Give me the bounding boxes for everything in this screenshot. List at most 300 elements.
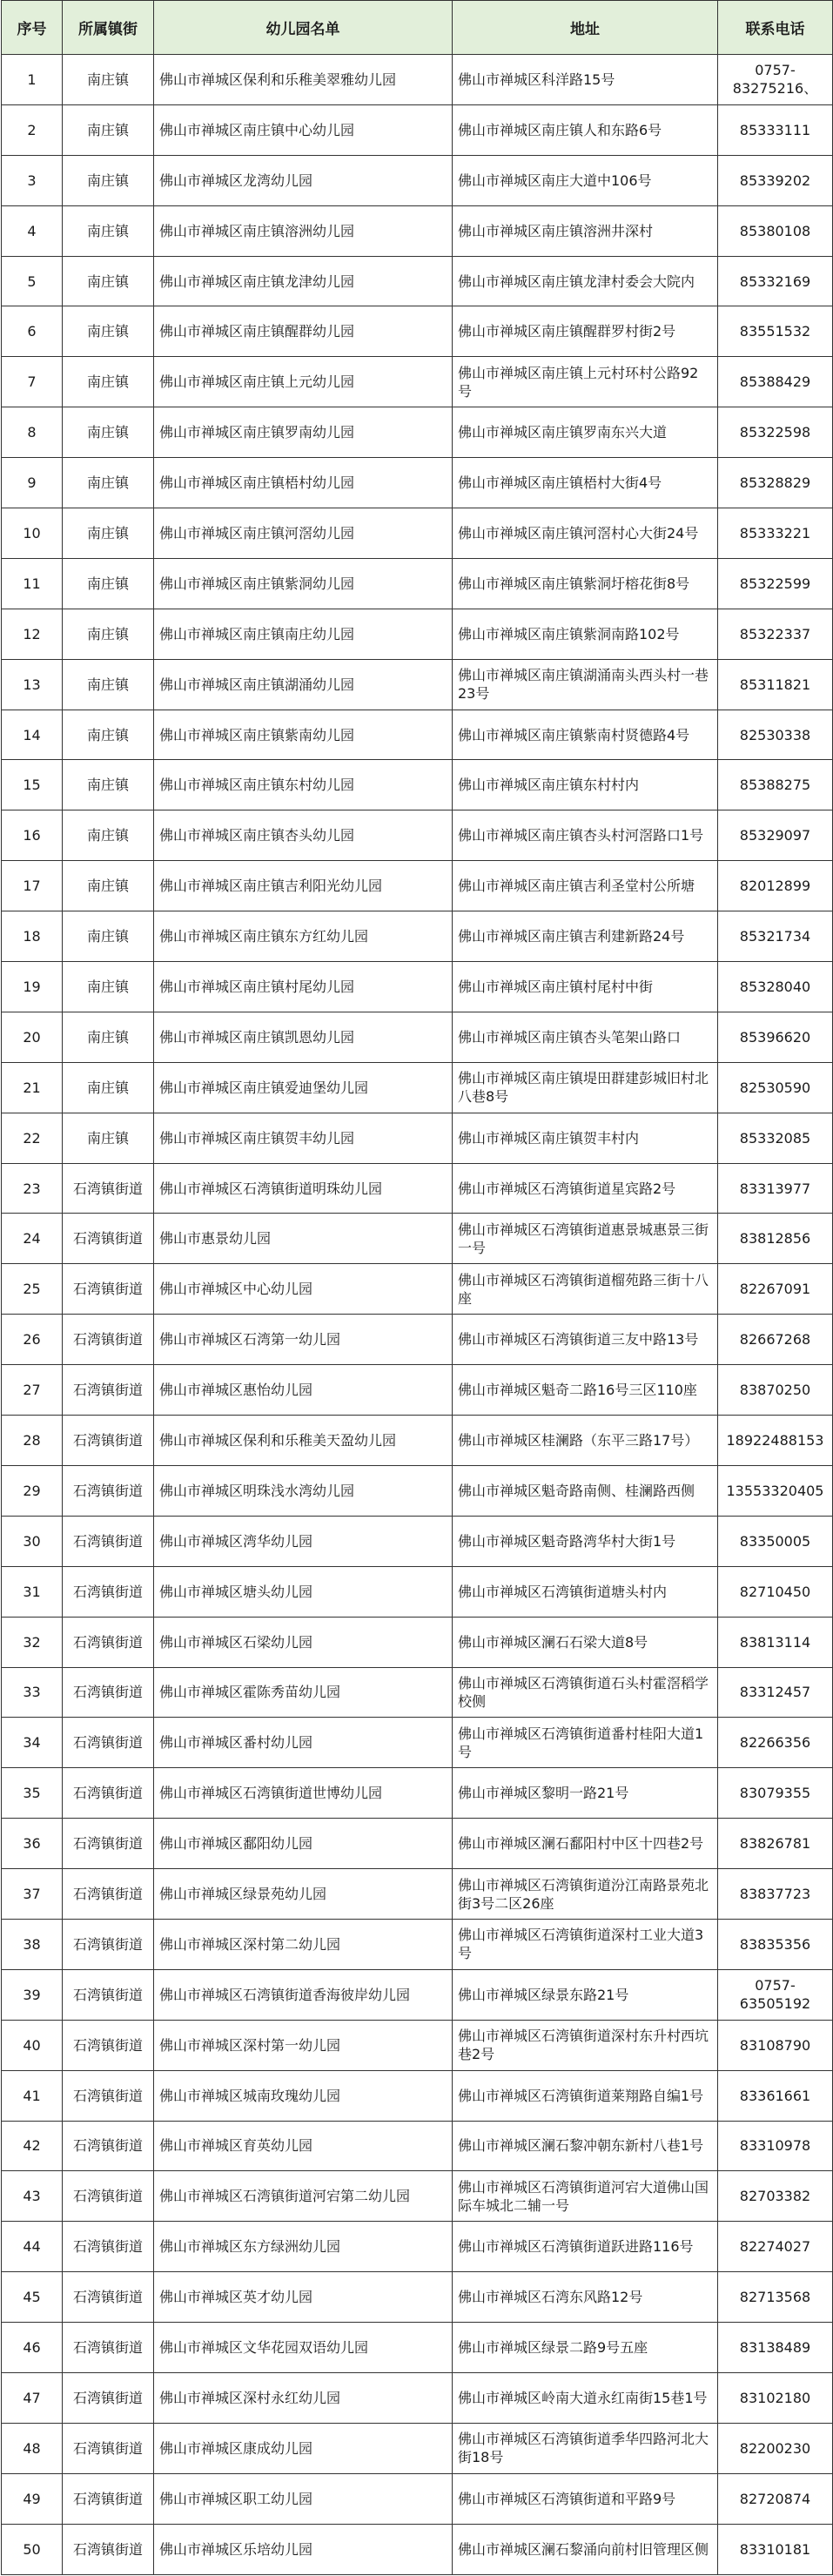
row-address: 佛山市禅城区南庄镇紫南村贤德路4号	[453, 710, 718, 760]
row-phone: 85311821	[718, 659, 833, 710]
row-address: 佛山市禅城区石湾镇街道三友中路13号	[453, 1315, 718, 1365]
table-row	[2, 962, 833, 1012]
table-row	[2, 1163, 833, 1214]
table-row	[2, 205, 833, 256]
row-kindergarten-name: 佛山市禅城区中心幼儿园	[154, 1264, 453, 1315]
row-phone: 85322599	[718, 558, 833, 609]
row-kindergarten-name: 佛山市禅城区英才幼儿园	[154, 2272, 453, 2323]
row-kindergarten-name: 佛山市禅城区南庄镇吉利阳光幼儿园	[154, 861, 453, 911]
row-address: 佛山市禅城区南庄镇梧村大街4号	[453, 458, 718, 508]
table-row	[2, 2272, 833, 2323]
row-phone: 82703382	[718, 2171, 833, 2222]
row-phone: 83313977	[718, 1163, 833, 1214]
row-kindergarten-name: 佛山市禅城区南庄镇梧村幼儿园	[154, 458, 453, 508]
row-number: 16	[2, 810, 63, 861]
row-kindergarten-name: 佛山市禅城区石梁幼儿园	[154, 1617, 453, 1667]
row-phone: 85332085	[718, 1113, 833, 1163]
row-phone: 85388429	[718, 357, 833, 407]
table-row	[2, 2222, 833, 2272]
table-row	[2, 508, 833, 559]
row-number: 3	[2, 155, 63, 205]
row-phone: 85328829	[718, 458, 833, 508]
row-town: 石湾镇街道	[63, 1919, 154, 1969]
row-phone: 82710450	[718, 1566, 833, 1617]
row-kindergarten-name: 佛山市禅城区文华花园双语幼儿园	[154, 2323, 453, 2373]
row-kindergarten-name: 佛山市禅城区南庄镇东方红幼儿园	[154, 911, 453, 962]
row-phone: 83835356	[718, 1919, 833, 1969]
row-kindergarten-name: 佛山市禅城区塘头幼儿园	[154, 1566, 453, 1617]
row-town: 石湾镇街道	[63, 1365, 154, 1416]
row-number: 2	[2, 104, 63, 155]
table-row	[2, 1113, 833, 1163]
row-address: 佛山市禅城区绿景东路21号	[453, 1969, 718, 2020]
row-address: 佛山市禅城区石湾镇街道深村工业大道3号	[453, 1919, 718, 1969]
row-town: 南庄镇	[63, 55, 154, 105]
row-address: 佛山市禅城区南庄镇罗南东兴大道	[453, 407, 718, 458]
row-phone: 85333111	[718, 104, 833, 155]
row-address: 佛山市禅城区魁奇路湾华村大街1号	[453, 1516, 718, 1566]
row-kindergarten-name: 佛山市禅城区石湾镇街道香海彼岸幼儿园	[154, 1969, 453, 2020]
row-town: 南庄镇	[63, 1113, 154, 1163]
row-number: 1	[2, 55, 63, 105]
row-town: 南庄镇	[63, 1012, 154, 1062]
row-number: 30	[2, 1516, 63, 1566]
table-row	[2, 55, 833, 105]
table-row	[2, 1315, 833, 1365]
row-town: 南庄镇	[63, 256, 154, 306]
row-address: 佛山市禅城区南庄镇人和东路6号	[453, 104, 718, 155]
row-kindergarten-name: 佛山市禅城区石湾镇街道河宕第二幼儿园	[154, 2171, 453, 2222]
header-name: 幼儿园名单	[154, 1, 453, 55]
row-address: 佛山市禅城区科洋路15号	[453, 55, 718, 105]
row-number: 36	[2, 1819, 63, 1869]
row-address: 佛山市禅城区石湾镇街道星宾路2号	[453, 1163, 718, 1214]
row-number: 46	[2, 2323, 63, 2373]
row-town: 石湾镇街道	[63, 1969, 154, 2020]
row-phone: 18922488153	[718, 1416, 833, 1466]
row-number: 7	[2, 357, 63, 407]
row-number: 27	[2, 1365, 63, 1416]
table-row	[2, 1062, 833, 1113]
row-kindergarten-name: 佛山市禅城区霍陈秀苗幼儿园	[154, 1667, 453, 1718]
row-address: 佛山市禅城区魁奇二路16号三区110座	[453, 1365, 718, 1416]
row-phone: 83551532	[718, 306, 833, 357]
row-town: 南庄镇	[63, 357, 154, 407]
row-address: 佛山市禅城区石湾镇街道和平路9号	[453, 2473, 718, 2524]
row-town: 石湾镇街道	[63, 2121, 154, 2171]
row-town: 石湾镇街道	[63, 1163, 154, 1214]
table-row	[2, 1718, 833, 1768]
row-phone: 83870250	[718, 1365, 833, 1416]
table-row	[2, 155, 833, 205]
table-row	[2, 2524, 833, 2574]
row-address: 佛山市禅城区南庄镇杏头笔架山路口	[453, 1012, 718, 1062]
row-town: 石湾镇街道	[63, 1617, 154, 1667]
header-town: 所属镇街	[63, 1, 154, 55]
table-row	[2, 1969, 833, 2020]
row-kindergarten-name: 佛山市禅城区保利和乐稚美天盈幼儿园	[154, 1416, 453, 1466]
row-address: 佛山市禅城区南庄镇东村村内	[453, 760, 718, 810]
row-number: 47	[2, 2372, 63, 2423]
row-kindergarten-name: 佛山市禅城区南庄镇村尾幼儿园	[154, 962, 453, 1012]
table-row	[2, 1416, 833, 1466]
row-address: 佛山市禅城区南庄镇杏头村河滘路口1号	[453, 810, 718, 861]
row-kindergarten-name: 佛山市禅城区南庄镇东村幼儿园	[154, 760, 453, 810]
row-kindergarten-name: 佛山市禅城区绿景苑幼儿园	[154, 1869, 453, 1920]
row-address: 佛山市禅城区南庄镇溶洲井深村	[453, 205, 718, 256]
row-town: 石湾镇街道	[63, 1516, 154, 1566]
row-phone: 85396620	[718, 1012, 833, 1062]
row-number: 34	[2, 1718, 63, 1768]
header-row	[2, 1, 833, 55]
row-town: 南庄镇	[63, 911, 154, 962]
table-row	[2, 1819, 833, 1869]
row-number: 33	[2, 1667, 63, 1718]
row-phone: 85322598	[718, 407, 833, 458]
row-kindergarten-name: 佛山市禅城区南庄镇龙津幼儿园	[154, 256, 453, 306]
row-phone: 85333221	[718, 508, 833, 559]
row-town: 石湾镇街道	[63, 1819, 154, 1869]
row-town: 南庄镇	[63, 306, 154, 357]
row-number: 39	[2, 1969, 63, 2020]
row-address: 佛山市禅城区南庄镇上元村环村公路92号	[453, 357, 718, 407]
row-phone: 82720874	[718, 2473, 833, 2524]
row-kindergarten-name: 佛山市禅城区明珠浅水湾幼儿园	[154, 1465, 453, 1516]
row-phone: 83837723	[718, 1869, 833, 1920]
row-address: 佛山市禅城区南庄镇贺丰村内	[453, 1113, 718, 1163]
row-town: 石湾镇街道	[63, 1566, 154, 1617]
header-address: 地址	[453, 1, 718, 55]
row-town: 石湾镇街道	[63, 1214, 154, 1264]
row-phone: 85328040	[718, 962, 833, 1012]
row-address: 佛山市禅城区南庄镇吉利圣堂村公所塘	[453, 861, 718, 911]
row-phone: 83310181	[718, 2524, 833, 2574]
row-number: 29	[2, 1465, 63, 1516]
table-row	[2, 2372, 833, 2423]
row-town: 南庄镇	[63, 407, 154, 458]
row-kindergarten-name: 佛山市禅城区深村永红幼儿园	[154, 2372, 453, 2423]
row-number: 40	[2, 2020, 63, 2070]
row-address: 佛山市禅城区石湾镇街道深村东升村西坑巷2号	[453, 2020, 718, 2070]
row-address: 佛山市禅城区南庄镇龙津村委会大院内	[453, 256, 718, 306]
table-row	[2, 1365, 833, 1416]
table-row	[2, 2323, 833, 2373]
row-phone: 85339202	[718, 155, 833, 205]
table-row	[2, 1516, 833, 1566]
row-address: 佛山市禅城区石湾镇街道季华四路河北大街18号	[453, 2423, 718, 2473]
table-row	[2, 810, 833, 861]
row-number: 4	[2, 205, 63, 256]
row-phone: 83813114	[718, 1617, 833, 1667]
row-phone: 82012899	[718, 861, 833, 911]
row-town: 石湾镇街道	[63, 2524, 154, 2574]
row-kindergarten-name: 佛山市禅城区南庄镇中心幼儿园	[154, 104, 453, 155]
row-kindergarten-name: 佛山市禅城区南庄镇罗南幼儿园	[154, 407, 453, 458]
row-phone: 83361661	[718, 2070, 833, 2121]
table-row	[2, 306, 833, 357]
row-number: 25	[2, 1264, 63, 1315]
row-number: 10	[2, 508, 63, 559]
row-kindergarten-name: 佛山市禅城区番村幼儿园	[154, 1718, 453, 1768]
table-row	[2, 1566, 833, 1617]
row-address: 佛山市禅城区石湾镇街道石头村霍滘稻学校侧	[453, 1667, 718, 1718]
row-phone: 82530590	[718, 1062, 833, 1113]
row-number: 21	[2, 1062, 63, 1113]
header-phone: 联系电话	[718, 1, 833, 55]
row-number: 32	[2, 1617, 63, 1667]
row-number: 43	[2, 2171, 63, 2222]
row-town: 石湾镇街道	[63, 2423, 154, 2473]
row-address: 佛山市禅城区石湾镇街道汾江南路景苑北街3号二区26座	[453, 1869, 718, 1920]
row-phone: 83310978	[718, 2121, 833, 2171]
row-address: 佛山市禅城区石湾镇街道跃进路116号	[453, 2222, 718, 2272]
row-address: 佛山市禅城区南庄镇吉利建新路24号	[453, 911, 718, 962]
table-row	[2, 1667, 833, 1718]
row-phone: 82667268	[718, 1315, 833, 1365]
table-row	[2, 659, 833, 710]
row-address: 佛山市禅城区石湾镇街道河宕大道佛山国际车城北二辅一号	[453, 2171, 718, 2222]
row-number: 19	[2, 962, 63, 1012]
row-number: 42	[2, 2121, 63, 2171]
row-phone: 85380108	[718, 205, 833, 256]
row-town: 南庄镇	[63, 155, 154, 205]
row-kindergarten-name: 佛山市禅城区南庄镇南庄幼儿园	[154, 609, 453, 659]
row-number: 17	[2, 861, 63, 911]
row-phone: 83350005	[718, 1516, 833, 1566]
row-phone: 82713568	[718, 2272, 833, 2323]
table-row	[2, 256, 833, 306]
row-town: 南庄镇	[63, 609, 154, 659]
row-kindergarten-name: 佛山市禅城区东方绿洲幼儿园	[154, 2222, 453, 2272]
table-row	[2, 2171, 833, 2222]
row-kindergarten-name: 佛山市禅城区鄱阳幼儿园	[154, 1819, 453, 1869]
row-town: 石湾镇街道	[63, 1465, 154, 1516]
row-town: 石湾镇街道	[63, 1768, 154, 1819]
row-address: 佛山市禅城区石湾镇街道莱翔路自编1号	[453, 2070, 718, 2121]
row-phone: 85329097	[718, 810, 833, 861]
row-kindergarten-name: 佛山市禅城区南庄镇湖涌幼儿园	[154, 659, 453, 710]
row-town: 石湾镇街道	[63, 1718, 154, 1768]
row-kindergarten-name: 佛山市禅城区乐培幼儿园	[154, 2524, 453, 2574]
table-row	[2, 760, 833, 810]
row-number: 35	[2, 1768, 63, 1819]
table-row	[2, 1264, 833, 1315]
row-address: 佛山市禅城区岭南大道永红南街15巷1号	[453, 2372, 718, 2423]
row-kindergarten-name: 佛山市禅城区南庄镇河滘幼儿园	[154, 508, 453, 559]
row-kindergarten-name: 佛山市禅城区城南玫瑰幼儿园	[154, 2070, 453, 2121]
row-phone: 83812856	[718, 1214, 833, 1264]
row-number: 15	[2, 760, 63, 810]
row-phone: 82200230	[718, 2423, 833, 2473]
table-row	[2, 1214, 833, 1264]
row-address: 佛山市禅城区石湾镇街道惠景城惠景三街一号	[453, 1214, 718, 1264]
row-kindergarten-name: 佛山市惠景幼儿园	[154, 1214, 453, 1264]
row-address: 佛山市禅城区魁奇路南侧、桂澜路西侧	[453, 1465, 718, 1516]
row-kindergarten-name: 佛山市禅城区南庄镇杏头幼儿园	[154, 810, 453, 861]
row-kindergarten-name: 佛山市禅城区南庄镇紫洞幼儿园	[154, 558, 453, 609]
table-row	[2, 357, 833, 407]
table-row	[2, 2070, 833, 2121]
table-row	[2, 1465, 833, 1516]
row-town: 石湾镇街道	[63, 1264, 154, 1315]
row-number: 23	[2, 1163, 63, 1214]
row-phone: 83312457	[718, 1667, 833, 1718]
row-phone: 0757-63505192	[718, 1969, 833, 2020]
row-number: 18	[2, 911, 63, 962]
table-row	[2, 1768, 833, 1819]
row-phone: 85332169	[718, 256, 833, 306]
row-phone: 83102180	[718, 2372, 833, 2423]
row-number: 44	[2, 2222, 63, 2272]
row-number: 11	[2, 558, 63, 609]
row-phone: 0757-83275216、	[718, 55, 833, 105]
row-phone: 82530338	[718, 710, 833, 760]
row-phone: 82266356	[718, 1718, 833, 1768]
row-address: 佛山市禅城区南庄镇紫洞圩榕花街8号	[453, 558, 718, 609]
table-row	[2, 911, 833, 962]
row-kindergarten-name: 佛山市禅城区石湾镇街道明珠幼儿园	[154, 1163, 453, 1214]
row-town: 南庄镇	[63, 659, 154, 710]
row-kindergarten-name: 佛山市禅城区南庄镇醒群幼儿园	[154, 306, 453, 357]
row-town: 石湾镇街道	[63, 2323, 154, 2373]
row-address: 佛山市禅城区南庄镇紫洞南路102号	[453, 609, 718, 659]
row-phone: 83138489	[718, 2323, 833, 2373]
row-town: 南庄镇	[63, 508, 154, 559]
row-town: 南庄镇	[63, 962, 154, 1012]
row-number: 26	[2, 1315, 63, 1365]
table-row	[2, 1869, 833, 1920]
row-kindergarten-name: 佛山市禅城区南庄镇爱迪堡幼儿园	[154, 1062, 453, 1113]
row-address: 佛山市禅城区南庄镇醒群罗村街2号	[453, 306, 718, 357]
row-address: 佛山市禅城区南庄镇村尾村中街	[453, 962, 718, 1012]
row-number: 38	[2, 1919, 63, 1969]
row-address: 佛山市禅城区绿景二路9号五座	[453, 2323, 718, 2373]
row-address: 佛山市禅城区澜石石梁大道8号	[453, 1617, 718, 1667]
row-address: 佛山市禅城区石湾镇街道榴苑路三街十八座	[453, 1264, 718, 1315]
row-phone: 85388275	[718, 760, 833, 810]
table-row	[2, 407, 833, 458]
row-address: 佛山市禅城区南庄镇湖涌南头西头村一巷23号	[453, 659, 718, 710]
row-number: 13	[2, 659, 63, 710]
row-town: 南庄镇	[63, 861, 154, 911]
row-town: 南庄镇	[63, 810, 154, 861]
table-row	[2, 2020, 833, 2070]
row-number: 6	[2, 306, 63, 357]
row-address: 佛山市禅城区南庄镇堤田群建彭城旧村北八巷8号	[453, 1062, 718, 1113]
row-number: 31	[2, 1566, 63, 1617]
row-phone: 13553320405	[718, 1465, 833, 1516]
row-town: 石湾镇街道	[63, 2020, 154, 2070]
row-kindergarten-name: 佛山市禅城区深村第二幼儿园	[154, 1919, 453, 1969]
table-row	[2, 1012, 833, 1062]
row-kindergarten-name: 佛山市禅城区湾华幼儿园	[154, 1516, 453, 1566]
row-number: 41	[2, 2070, 63, 2121]
row-phone: 85322337	[718, 609, 833, 659]
row-number: 22	[2, 1113, 63, 1163]
row-phone: 82267091	[718, 1264, 833, 1315]
table-row	[2, 1617, 833, 1667]
table-row	[2, 710, 833, 760]
table-row	[2, 609, 833, 659]
table-row	[2, 2423, 833, 2473]
row-town: 石湾镇街道	[63, 1416, 154, 1466]
row-kindergarten-name: 佛山市禅城区深村第一幼儿园	[154, 2020, 453, 2070]
row-phone: 83079355	[718, 1768, 833, 1819]
row-kindergarten-name: 佛山市禅城区保利和乐稚美翠雅幼儿园	[154, 55, 453, 105]
row-address: 佛山市禅城区澜石黎冲朝东新村八巷1号	[453, 2121, 718, 2171]
row-kindergarten-name: 佛山市禅城区龙湾幼儿园	[154, 155, 453, 205]
row-number: 50	[2, 2524, 63, 2574]
row-phone: 83108790	[718, 2020, 833, 2070]
row-town: 石湾镇街道	[63, 2070, 154, 2121]
row-town: 石湾镇街道	[63, 1315, 154, 1365]
row-town: 石湾镇街道	[63, 2372, 154, 2423]
row-address: 佛山市禅城区南庄大道中106号	[453, 155, 718, 205]
row-kindergarten-name: 佛山市禅城区育英幼儿园	[154, 2121, 453, 2171]
row-phone: 85321734	[718, 911, 833, 962]
table-row	[2, 2473, 833, 2524]
row-number: 48	[2, 2423, 63, 2473]
row-address: 佛山市禅城区石湾镇街道番村桂阳大道1号	[453, 1718, 718, 1768]
table-row	[2, 558, 833, 609]
row-town: 石湾镇街道	[63, 1869, 154, 1920]
row-town: 石湾镇街道	[63, 2272, 154, 2323]
row-town: 石湾镇街道	[63, 2171, 154, 2222]
row-address: 佛山市禅城区南庄镇河滘村心大街24号	[453, 508, 718, 559]
header-no: 序号	[2, 1, 63, 55]
row-kindergarten-name: 佛山市禅城区南庄镇贺丰幼儿园	[154, 1113, 453, 1163]
row-number: 5	[2, 256, 63, 306]
row-kindergarten-name: 佛山市禅城区惠怡幼儿园	[154, 1365, 453, 1416]
row-kindergarten-name: 佛山市禅城区南庄镇上元幼儿园	[154, 357, 453, 407]
row-town: 石湾镇街道	[63, 1667, 154, 1718]
row-town: 石湾镇街道	[63, 2473, 154, 2524]
row-phone: 82274027	[718, 2222, 833, 2272]
row-town: 南庄镇	[63, 205, 154, 256]
row-number: 8	[2, 407, 63, 458]
row-address: 佛山市禅城区石湾东风路12号	[453, 2272, 718, 2323]
row-kindergarten-name: 佛山市禅城区康成幼儿园	[154, 2423, 453, 2473]
row-number: 49	[2, 2473, 63, 2524]
table-row	[2, 1919, 833, 1969]
row-number: 37	[2, 1869, 63, 1920]
row-address: 佛山市禅城区黎明一路21号	[453, 1768, 718, 1819]
row-kindergarten-name: 佛山市禅城区南庄镇凯恩幼儿园	[154, 1012, 453, 1062]
table-row	[2, 458, 833, 508]
row-town: 南庄镇	[63, 558, 154, 609]
row-kindergarten-name: 佛山市禅城区南庄镇溶洲幼儿园	[154, 205, 453, 256]
row-address: 佛山市禅城区澜石鄱阳村中区十四巷2号	[453, 1819, 718, 1869]
row-phone: 83826781	[718, 1819, 833, 1869]
row-number: 14	[2, 710, 63, 760]
row-number: 12	[2, 609, 63, 659]
row-town: 南庄镇	[63, 710, 154, 760]
row-address: 佛山市禅城区石湾镇街道塘头村内	[453, 1566, 718, 1617]
row-number: 20	[2, 1012, 63, 1062]
kindergarten-table	[1, 0, 833, 2575]
row-town: 南庄镇	[63, 1062, 154, 1113]
row-address: 佛山市禅城区澜石黎涌向前村旧管理区侧	[453, 2524, 718, 2574]
row-address: 佛山市禅城区桂澜路（东平三路17号）	[453, 1416, 718, 1466]
row-number: 9	[2, 458, 63, 508]
row-town: 南庄镇	[63, 458, 154, 508]
row-town: 南庄镇	[63, 760, 154, 810]
row-number: 28	[2, 1416, 63, 1466]
table-row	[2, 2121, 833, 2171]
row-kindergarten-name: 佛山市禅城区石湾镇街道世博幼儿园	[154, 1768, 453, 1819]
row-town: 南庄镇	[63, 104, 154, 155]
row-kindergarten-name: 佛山市禅城区南庄镇紫南幼儿园	[154, 710, 453, 760]
